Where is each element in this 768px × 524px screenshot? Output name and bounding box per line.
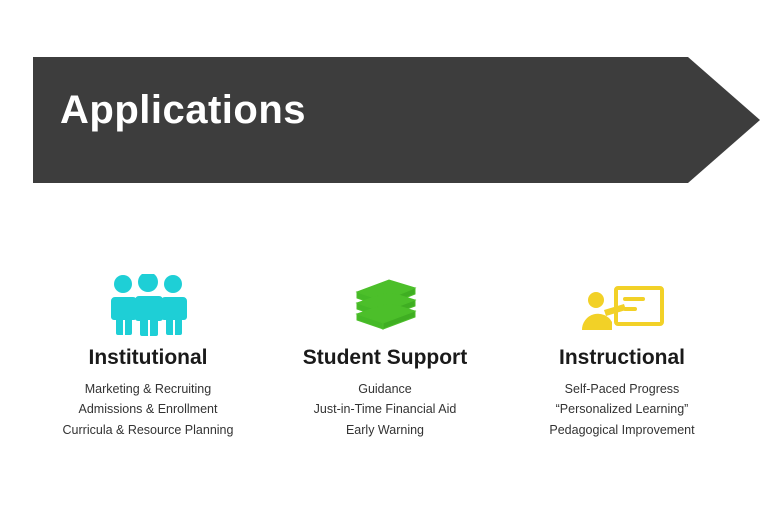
list-item: “Personalized Learning” [555,402,689,417]
column-items [314,379,457,440]
three-people-icon [101,262,195,336]
column-student-support [267,262,503,440]
stacked-books-icon [345,262,425,336]
list-item: Curricula & Resource Planning [62,422,234,437]
column-institutional [30,262,266,440]
list-item: Admissions & Enrollment [78,402,218,417]
column-heading: Student Support [302,346,468,369]
list-item: Pedagogical Improvement [549,422,695,437]
column-items [63,379,234,440]
list-item: Just-in-Time Financial Aid [313,402,457,417]
teacher-whiteboard-icon [576,262,668,336]
column-heading: Institutional [88,346,208,369]
page-title: Applications [60,88,307,132]
list-item: Marketing & Recruiting [84,382,212,396]
column-heading: Instructional [558,346,685,369]
column-instructional [504,262,740,440]
title-banner [33,57,760,183]
list-item: Early Warning [345,422,425,437]
column-items [549,379,694,440]
applications-columns [30,262,740,440]
list-item: Guidance [358,382,412,396]
list-item: Self-Paced Progress [564,382,680,396]
